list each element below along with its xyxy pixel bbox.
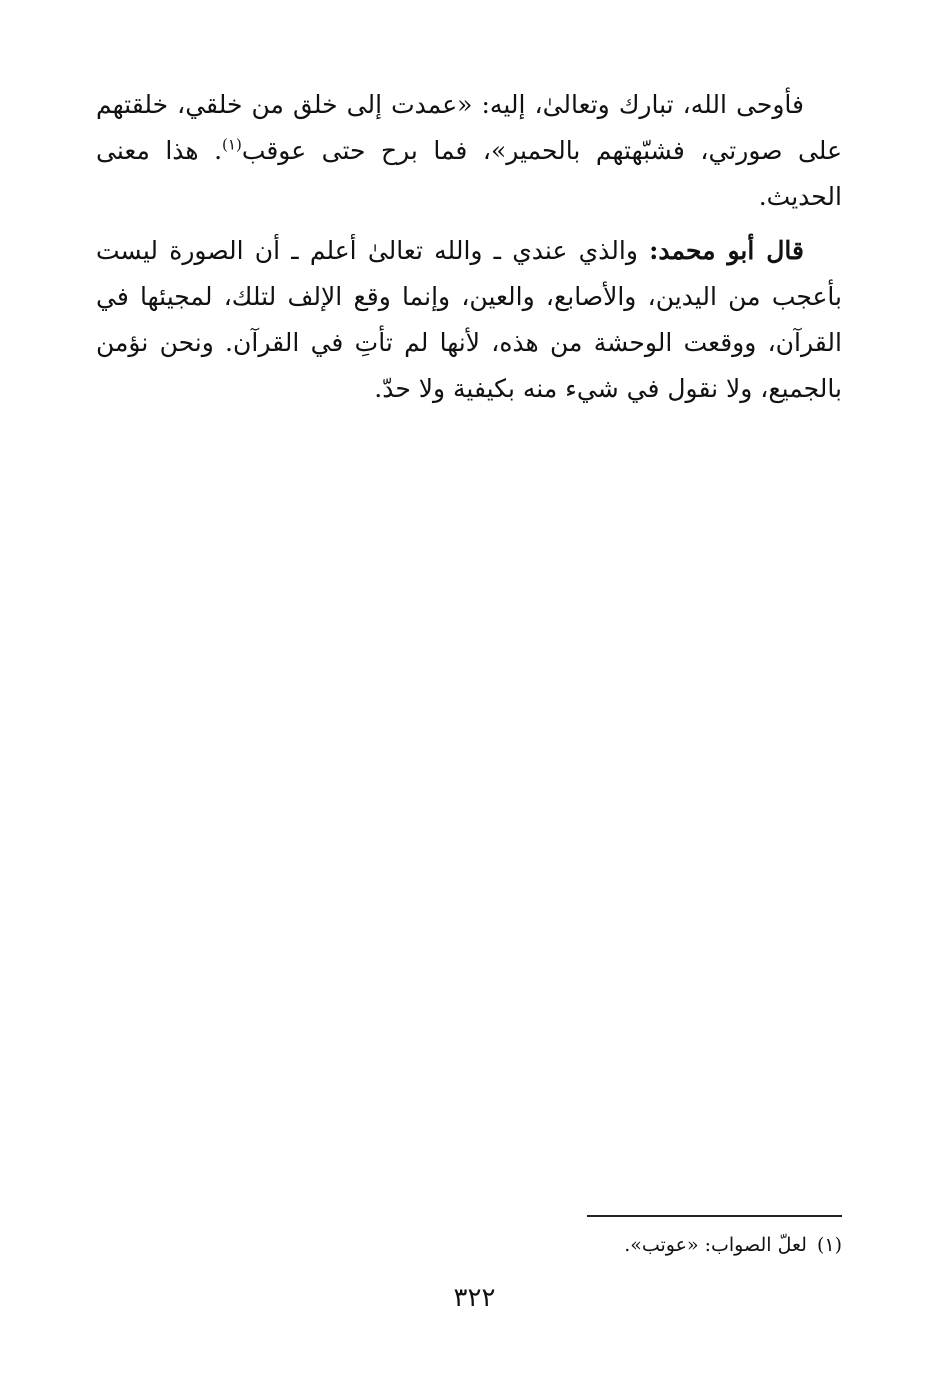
footnote-reference[interactable]: (١) xyxy=(222,135,242,154)
footnote xyxy=(420,1230,842,1260)
footnote-number: (١) xyxy=(816,1234,842,1256)
footnote-divider xyxy=(587,1215,842,1217)
page-number: ٣٢٢ xyxy=(453,1283,496,1313)
paragraph-hadith xyxy=(96,82,842,220)
speaker-label: قال أبو محمد: xyxy=(649,236,804,265)
main-text xyxy=(96,82,842,412)
paragraph-text-end: . هذا معنى الحديث. xyxy=(96,136,842,211)
footnote-text: لعلّ الصواب: «عوتب». xyxy=(624,1234,807,1256)
paragraph-commentary xyxy=(96,228,842,412)
paragraph-text: والذي عندي ـ والله تعالىٰ أعلم ـ أن الصورة ليست بأعجب من اليدين، والأصابع، والعين، وإنما وقع الإلف لتلك، لمجيئها في القرآن، ووقعت الوحشة من هذه، لأنها لم تأتِ في القرآن. ونحن نؤمن بالجميع، ولا نقول في شيء منه بكيفية ولا حدّ. xyxy=(96,236,842,403)
paragraph-text: فأوحى الله، تبارك وتعالىٰ، إليه: «عمدت إلى خلق من خلقي، خلقتهم على صورتي، فشبّهتهم بالحمير»، فما برح حتى عوقب xyxy=(96,90,842,165)
